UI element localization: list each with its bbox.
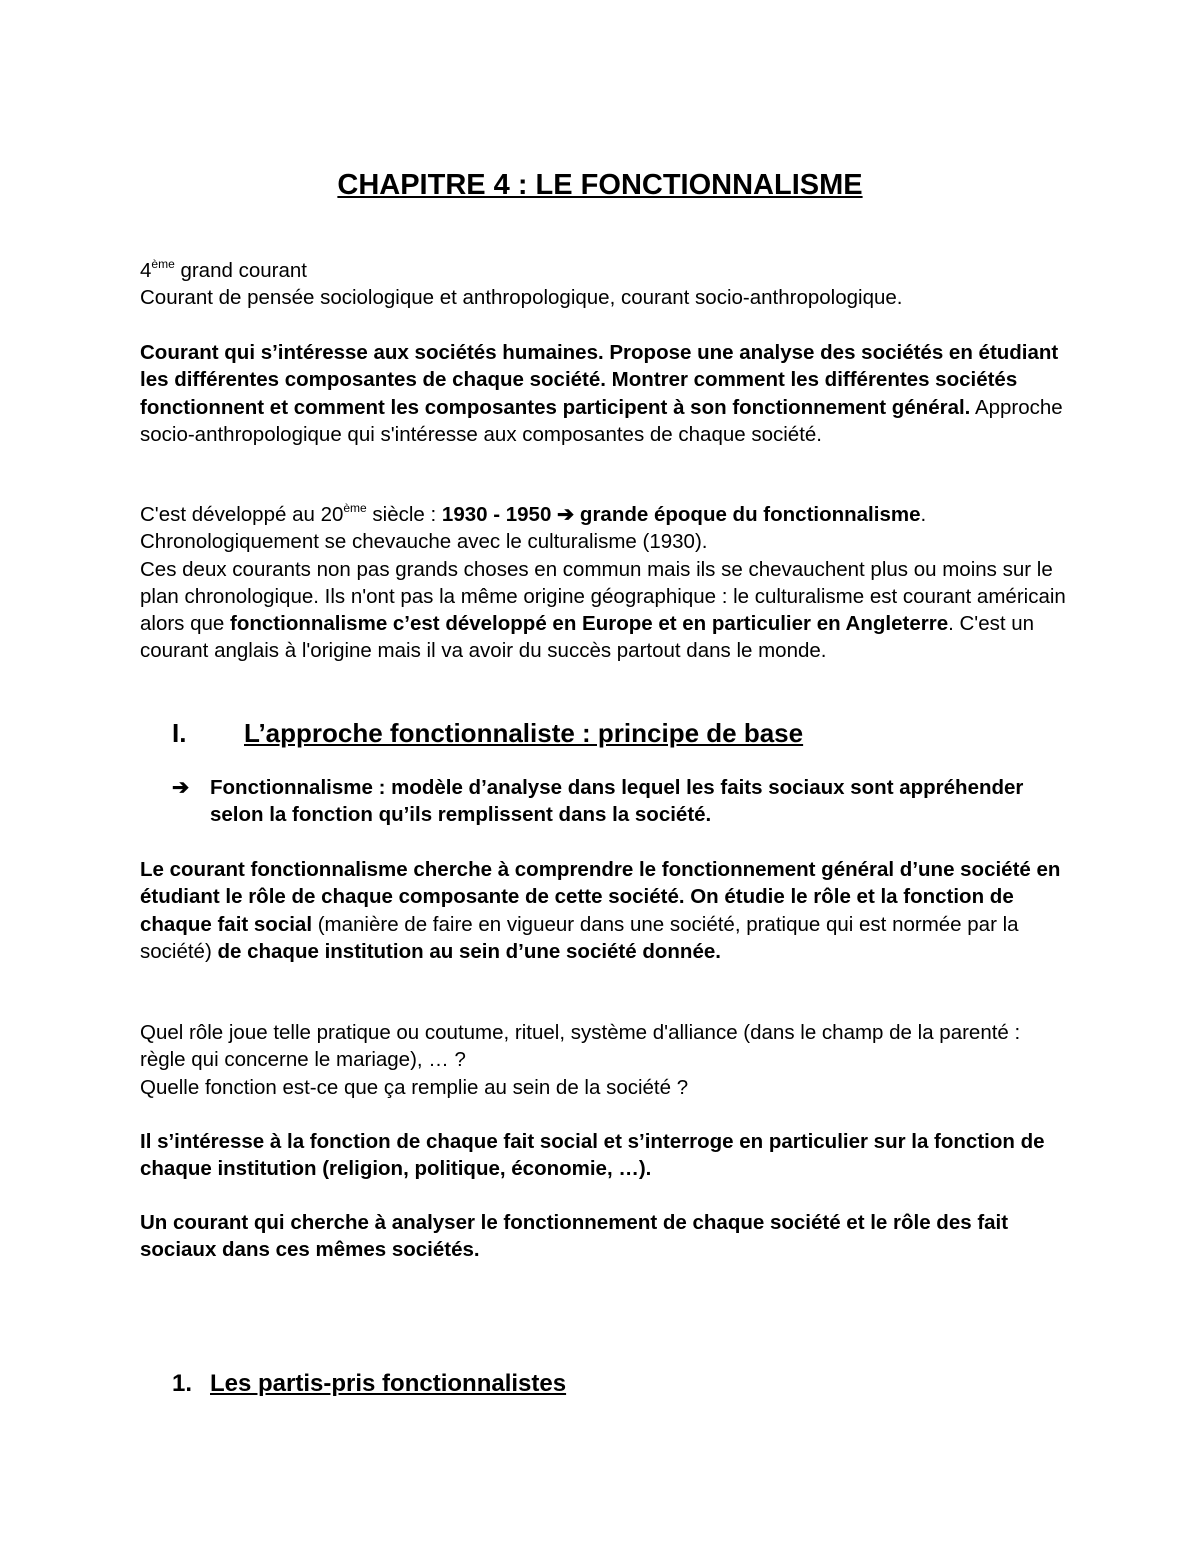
function-paragraph [140, 856, 1070, 965]
questions-paragraph [140, 1019, 1070, 1101]
history-dates: 1930 - 1950 [441, 503, 558, 526]
history-conclusion: . C'est un courant anglais à l'origine mais il va avoir du succès partout dans le monde. [140, 612, 1035, 663]
history-text-1: C'est développé au 20 [140, 503, 344, 526]
function-normal: (manière de faire en vigueur dans une société, pratique qui est normée par la société) [140, 912, 1019, 963]
question-2: Quelle fonction est-ce que ça remplie au sein de la société ? [140, 1075, 689, 1099]
definition-normal: Approche socio-anthropologique qui s'intéresse aux composantes de chaque société. [140, 395, 1063, 446]
subsection-heading-1 [172, 1368, 972, 1400]
definition-bold: Courant qui s’intéresse aux sociétés humaines. Propose une analyse des sociétés en étudiant les différentes composantes de chaque société. Montrer comment les différentes sociétés fonctionnent et comment les composantes participent à son fonctionnement général. [140, 341, 1059, 419]
arrow-bullet-text: Fonctionnalisme : modèle d’analyse dans lequel les faits sociaux sont appréhender selon la fonction qu’ils remplissent dans la société. [210, 776, 1024, 827]
arrow-bullet-item [172, 774, 1052, 829]
intro-ordinal: 4 [140, 259, 152, 282]
intro-paragraph [140, 257, 1070, 312]
definition-paragraph [140, 339, 1070, 448]
section-number: I. [172, 718, 187, 748]
subsection-number: 1. [172, 1370, 193, 1397]
question-1: Quel rôle joue telle pratique ou coutume, rituel, système d'alliance (dans le champ de la parenté : règle qui concerne le mariage), … ? [140, 1021, 1021, 1072]
intro-line2: Courant de pensée sociologique et anthropologique, courant socio-anthropologique. [140, 286, 903, 310]
intro-ordinal-suffix: ème [151, 257, 175, 271]
institution-paragraph: Il s’intéresse à la fonction de chaque fait social et s’interroge en particulier sur la fonction de chaque institution (religion, politique, économie, …). [140, 1130, 1045, 1181]
function-bold-1: Le courant fonctionnalisme cherche à comprendre le fonctionnement général d’une société en étudiant le rôle de chaque composante de cette société. On étudie le rôle et la fonction de chaque fait social [140, 858, 1061, 936]
summary-paragraph: Un courant qui cherche à analyser le fonctionnement de chaque société et le rôle des fait sociaux dans ces mêmes sociétés. [140, 1211, 1009, 1262]
history-chronology: Chronologiquement se chevauche avec le culturalisme (1930). [140, 530, 708, 554]
chapter-title: CHAPITRE 4 : LE FONCTIONNALISME [337, 169, 863, 201]
function-bold-2: de chaque institution au sein d’une société donnée. [217, 939, 721, 963]
history-comparison: Ces deux courants non pas grands choses en commun mais ils se chevauchent plus ou moins sur le plan chronologique. Ils n'ont pas la même origine géographique : le culturalisme est courant américain alors que [140, 557, 1066, 636]
section-title: L’approche fonctionnaliste : principe de base [244, 718, 804, 748]
arrow-icon: ➔ [557, 503, 575, 526]
arrow-bullet-icon: ➔ [172, 776, 190, 799]
subsection-title: Les partis-pris fonctionnalistes [210, 1370, 567, 1397]
history-text-3: . [920, 503, 927, 526]
century-suffix: ème [343, 501, 367, 515]
section-heading-1 [172, 716, 1072, 750]
intro-line1-rest: grand courant [174, 259, 307, 282]
history-golden-age: grande époque du fonctionnalisme [574, 503, 921, 526]
history-text-2: siècle : [366, 503, 442, 526]
history-paragraph [140, 501, 1070, 665]
history-origin-bold: fonctionnalisme c’est développé en Europe et en particulier en Angleterre [230, 612, 949, 636]
